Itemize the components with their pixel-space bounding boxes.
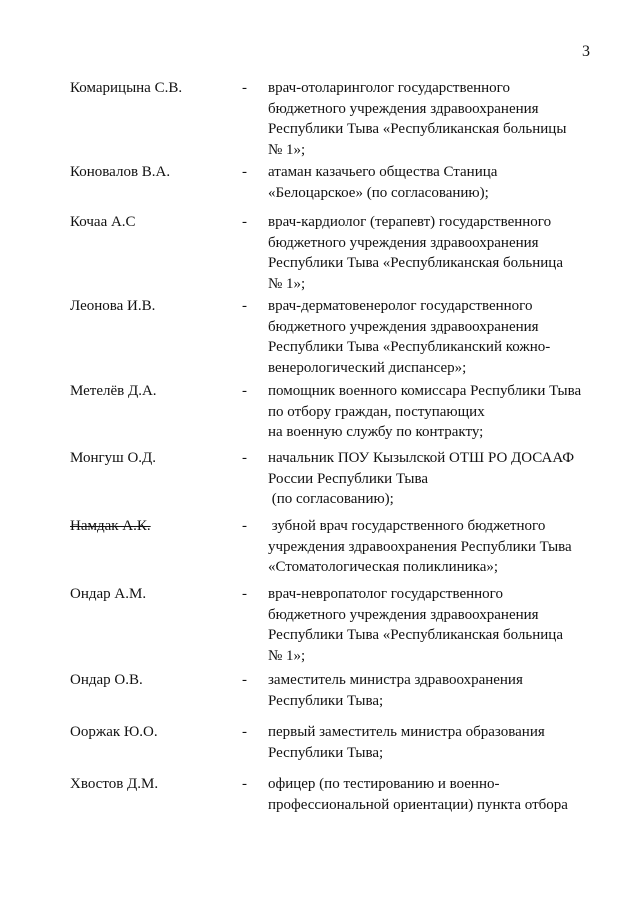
- position-line: России Республики Тыва: [268, 470, 428, 487]
- person-name: Ооржак Ю.О.: [70, 724, 158, 740]
- position-line: по отбору граждан, поступающих: [268, 403, 485, 420]
- position-line: Республики Тыва;: [268, 744, 384, 761]
- person-name: Метелёв Д.А.: [70, 383, 157, 399]
- position-line: врач-кардиолог (терапевт) государственного: [268, 214, 552, 230]
- separator-dash: -: [242, 164, 247, 180]
- position-line: помощник военного комиссара Республики Тыва: [268, 383, 582, 399]
- position-line: (по согласованию);: [268, 491, 394, 507]
- position-line: бюджетного учреждения здравоохранения: [268, 234, 539, 251]
- position-line: профессиональной ориентации) пункта отбора: [268, 796, 568, 813]
- position-line: Республики Тыва «Республиканская больницы: [268, 121, 567, 137]
- position-line: учреждения здравоохранения Республики Тыва: [268, 538, 572, 555]
- position-line: «Стоматологическая поликлиника»;: [268, 559, 499, 575]
- position-line: бюджетного учреждения здравоохранения: [268, 100, 539, 117]
- position-line: зубной врач государственного бюджетного: [268, 518, 546, 534]
- position-line: врач-отоларинголог государственного: [268, 80, 510, 96]
- person-name: Намдак А.К.: [70, 518, 151, 534]
- position-description: [268, 212, 598, 294]
- separator-dash: -: [242, 383, 247, 399]
- person-name: Хвостов Д.М.: [70, 776, 159, 792]
- position-line: № 1»;: [268, 141, 306, 158]
- position-line: Республики Тыва;: [268, 692, 384, 709]
- separator-dash: -: [242, 450, 247, 466]
- position-description: [268, 162, 598, 203]
- separator-dash: -: [242, 724, 247, 740]
- position-line: начальник ПОУ Кызылской ОТШ РО ДОСААФ: [268, 450, 575, 466]
- position-line: бюджетного учреждения здравоохранения: [268, 606, 539, 623]
- position-line: врач-невропатолог государственного: [268, 586, 503, 602]
- position-description: [268, 448, 598, 510]
- person-name: Монгуш О.Д.: [70, 450, 157, 466]
- person-name: Кочаа А.С: [70, 214, 136, 230]
- separator-dash: -: [242, 214, 247, 230]
- separator-dash: -: [242, 298, 247, 314]
- position-description: [268, 516, 598, 578]
- position-description: [268, 296, 598, 378]
- person-name: Комарицына С.В.: [70, 80, 183, 96]
- person-name: Ондар О.В.: [70, 672, 143, 688]
- position-line: № 1»;: [268, 275, 306, 292]
- separator-dash: -: [242, 518, 247, 534]
- position-description: [268, 78, 598, 160]
- position-line: Республики Тыва «Республиканская больница: [268, 255, 563, 271]
- page-number: 3: [582, 43, 590, 60]
- position-description: [268, 381, 598, 443]
- position-line: врач-дерматовенеролог государственного: [268, 298, 533, 314]
- position-line: венерологический диспансер»;: [268, 359, 467, 376]
- position-description: [268, 584, 598, 666]
- position-description: [268, 774, 598, 815]
- person-name: Коновалов В.А.: [70, 164, 171, 180]
- position-line: Республики Тыва «Республиканская больница: [268, 627, 563, 643]
- person-name: Леонова И.В.: [70, 298, 156, 314]
- position-line: атаман казачьего общества Станица: [268, 164, 498, 180]
- separator-dash: -: [242, 672, 247, 688]
- position-description: [268, 722, 598, 763]
- separator-dash: -: [242, 586, 247, 602]
- position-description: [268, 670, 598, 711]
- position-line: на военную службу по контракту;: [268, 424, 484, 440]
- separator-dash: -: [242, 80, 247, 96]
- position-line: заместитель министра здравоохранения: [268, 672, 523, 688]
- position-line: «Белоцарское» (по согласованию);: [268, 184, 489, 201]
- position-line: Республики Тыва «Республиканский кожно-: [268, 339, 551, 355]
- position-line: офицер (по тестированию и военно-: [268, 776, 500, 792]
- person-name: Ондар А.М.: [70, 586, 147, 602]
- separator-dash: -: [242, 776, 247, 792]
- position-line: бюджетного учреждения здравоохранения: [268, 318, 539, 335]
- position-line: № 1»;: [268, 647, 306, 664]
- position-line: первый заместитель министра образования: [268, 724, 545, 740]
